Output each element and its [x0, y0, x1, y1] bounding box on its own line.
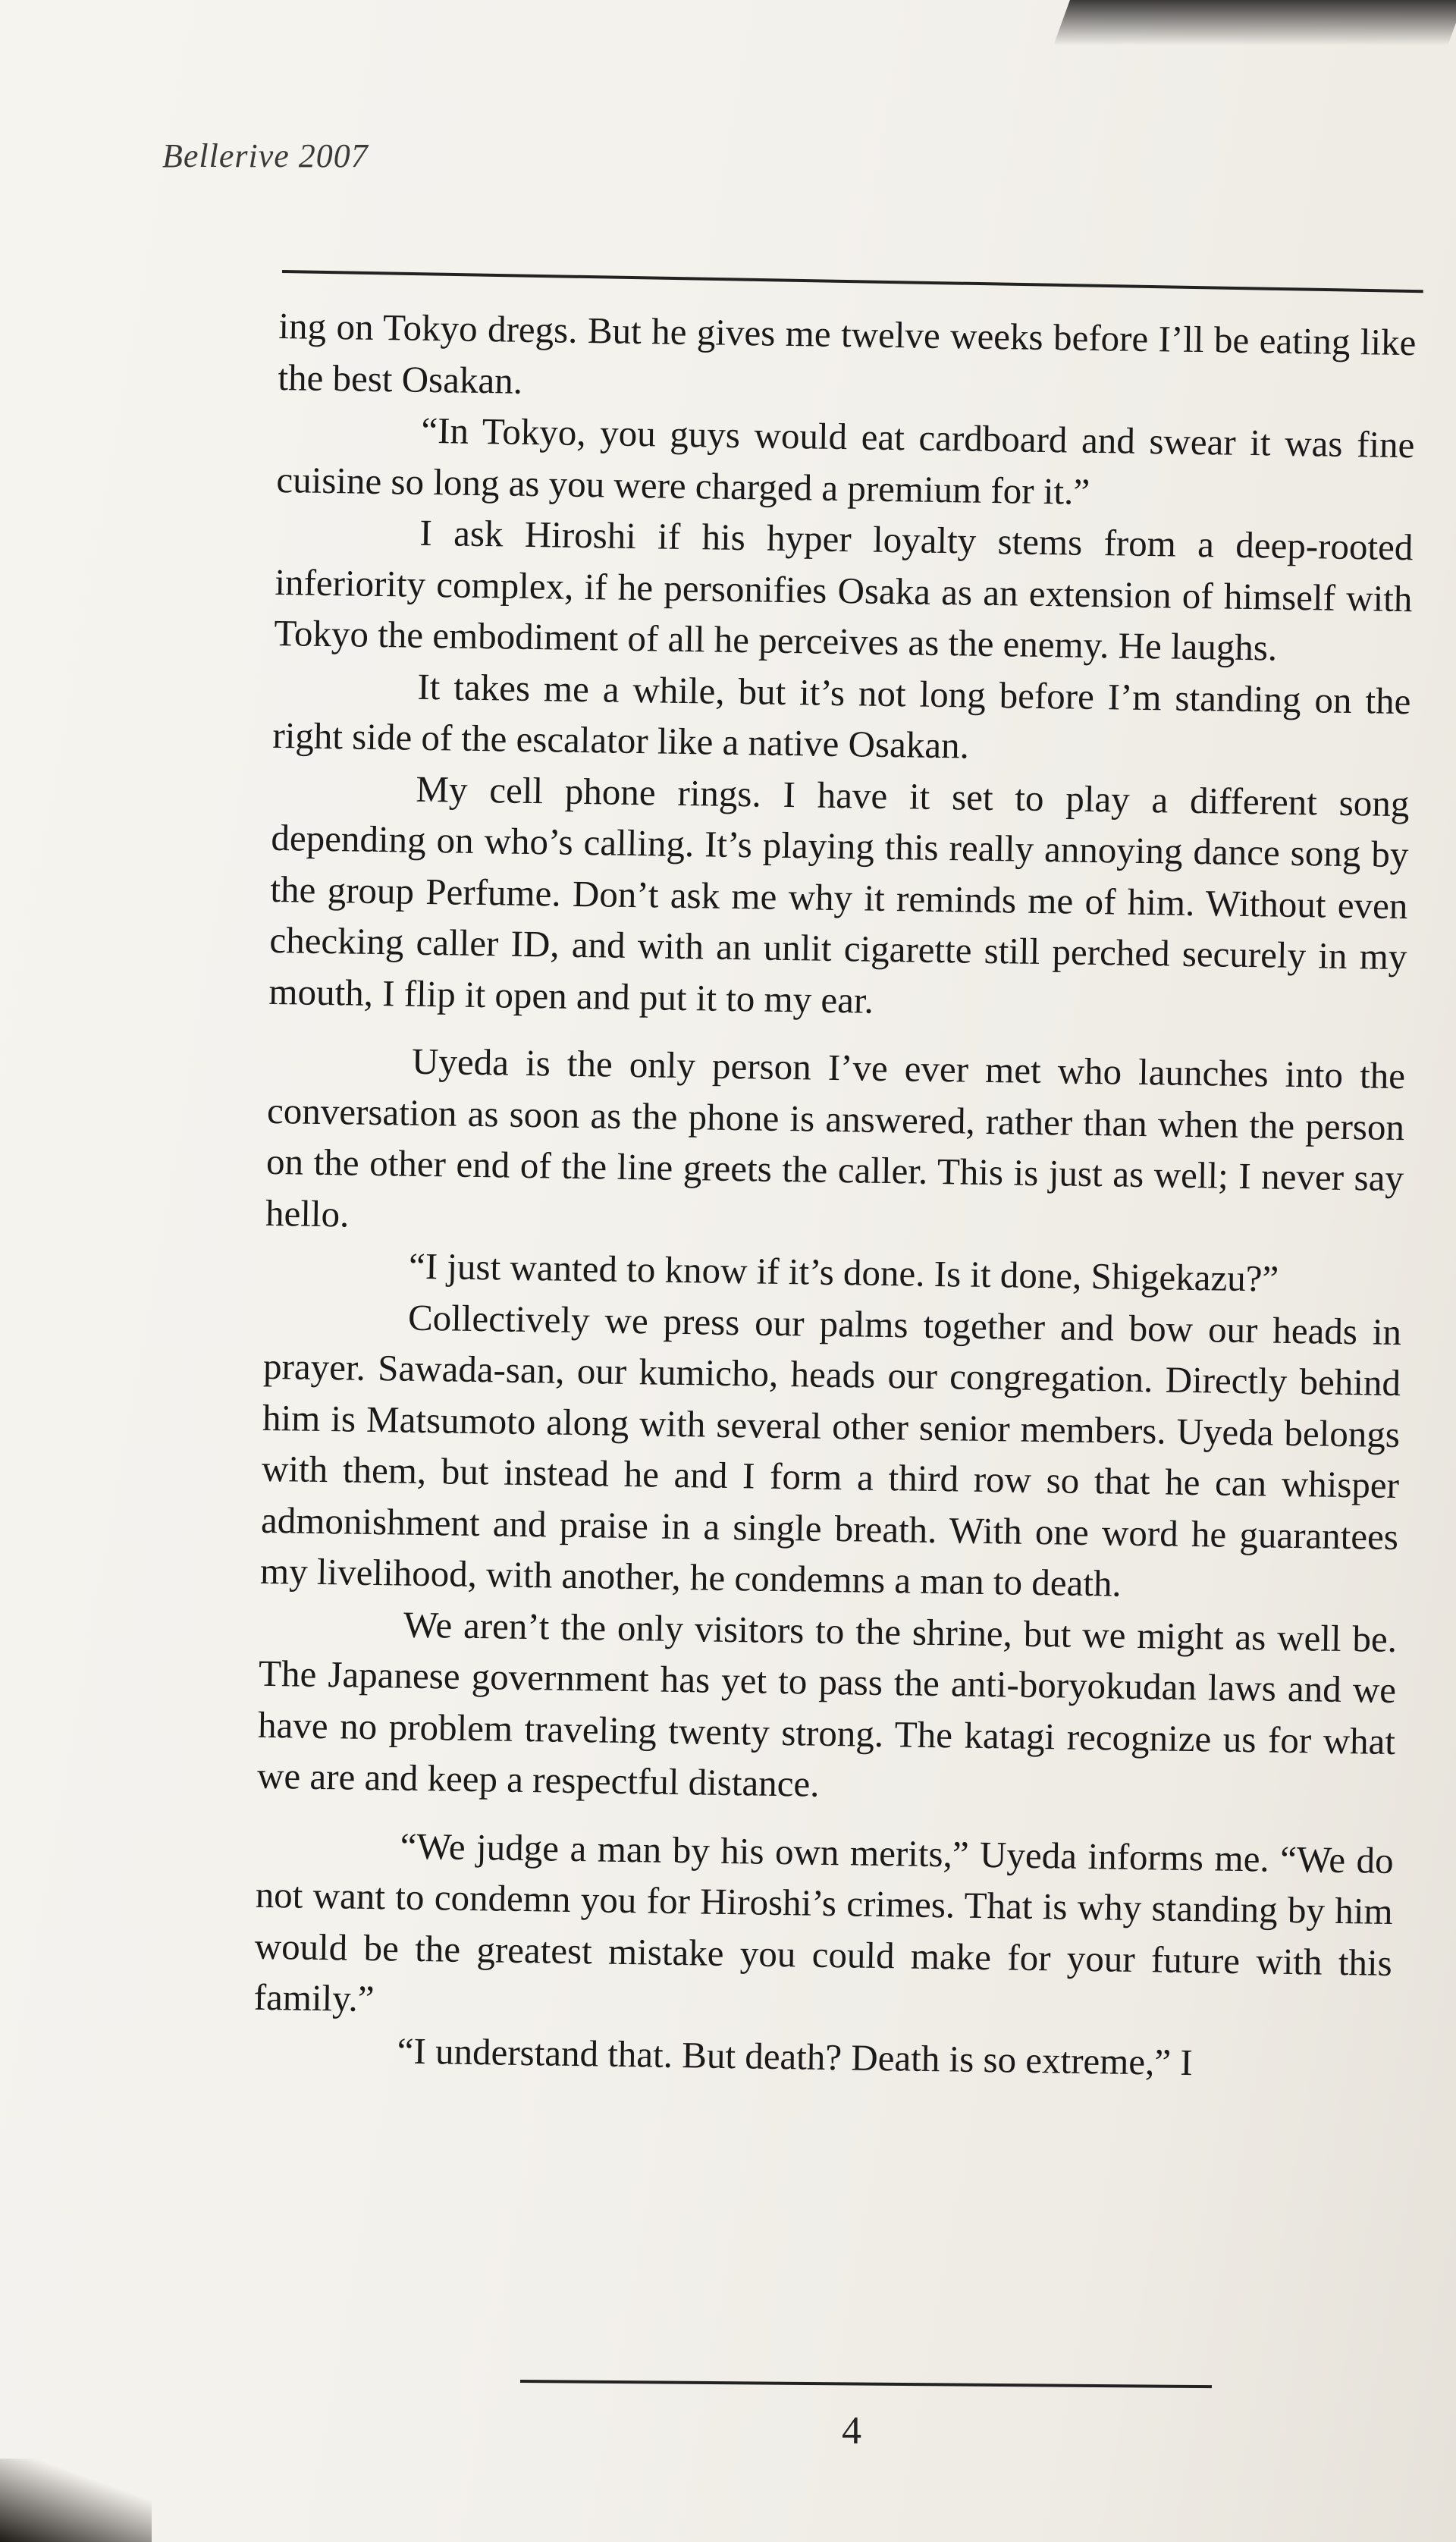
- paragraph: “I just wanted to know if it’s done. Is it done, Shigekazu?”: [408, 1244, 1279, 1300]
- page-corner-shadow: [0, 2459, 152, 2542]
- paragraph: I ask Hiroshi if his hyper loyalty stems from a deep-rooted inferiority complex, if he personifies Osaka as an extension of himself with Tokyo the embodiment of all he perceives as the enemy. He laughs.: [274, 511, 1414, 669]
- header-rule: [282, 270, 1423, 293]
- page-number: 4: [842, 2409, 861, 2453]
- paragraph: We aren’t the only visitors to the shrine, but we might as well be. The Japanese government has yet to pass the anti-boryokudan laws and we have no problem traveling twenty strong. The katagi recognize us for what we are and keep a respectful distance.: [256, 1603, 1398, 1805]
- paragraph: “In Tokyo, you guys would eat cardboard and swear it was fine cuisine so long as you were charged a premium for it.”: [276, 409, 1415, 513]
- paragraph: My cell phone rings. I have it set to play a different song depending on who’s calling. It’s playing this really annoying dance song by the group Perfume. Don’t ask me why it reminds me of him. Without even checking caller ID, and with an unlit cigarette still perched securely in my mouth, I flip it open and put it to my ear.: [268, 767, 1410, 1022]
- paragraph: Uyeda is the only person I’ve ever met who launches into the conversation as soon as the phone is answered, rather than when the person on the other end of the line greets the caller. This is just as well; I never say hello.: [265, 1040, 1406, 1235]
- body-text: [253, 300, 1417, 2091]
- paragraph: ing on Tokyo dregs. But he gives me twelve weeks before I’ll be eating like the best Osakan.: [278, 304, 1417, 402]
- paragraph: Collectively we press our palms together and bow our heads in prayer. Sawada-san, our kumicho, heads our congregation. Directly behind him is Matsumoto along with several other senior members. Uyeda belongs with them, but instead he and I form a third row so that he can whisper admonishment and praise in a single breath. With one word he guarantees my livelihood, with another, he condemns a man to death.: [259, 1296, 1402, 1605]
- running-header: Bellerive 2007: [162, 137, 369, 174]
- paragraph: “We judge a man by his own merits,” Uyeda informs me. “We do not want to condemn you for Hiroshi’s crimes. That is why standing by him would be the greatest mistake you could make for your future with this family.”: [253, 1825, 1395, 2020]
- page-edge-shadow: [1053, 0, 1456, 46]
- paragraph: “I understand that. But death? Death is so extreme,” I: [397, 2029, 1194, 2083]
- paragraph: It takes me a while, but it’s not long before I’m standing on the right side of the escalator like a native Osakan.: [272, 665, 1411, 767]
- footer-rule: [520, 2380, 1212, 2388]
